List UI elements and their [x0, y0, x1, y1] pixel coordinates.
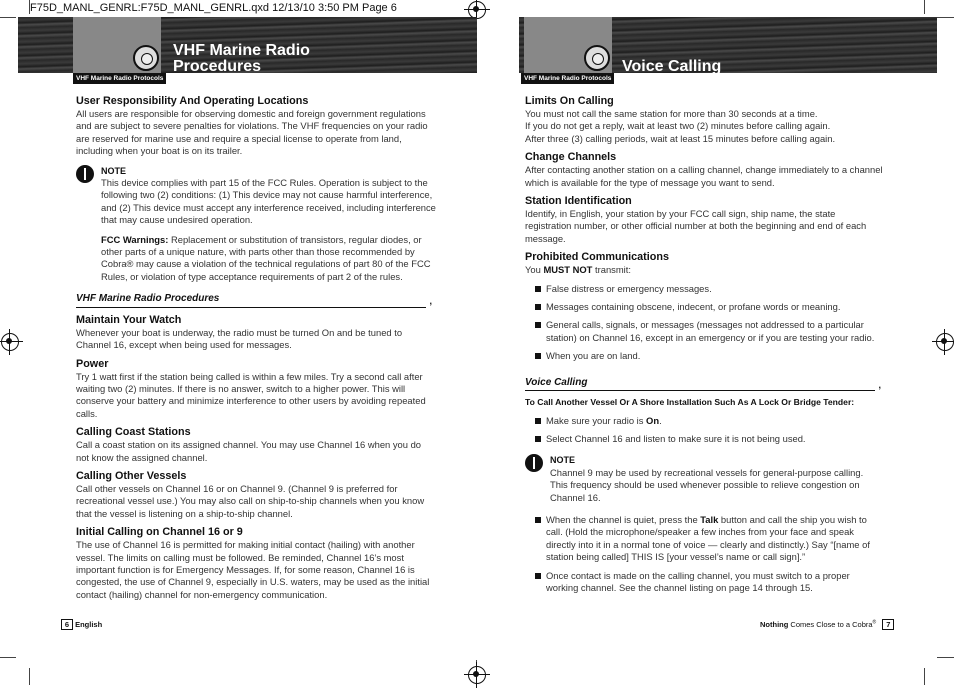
step1-post: .	[659, 414, 662, 426]
station-id-text: Identify, in English, your station by your FCC call sign, ship name, the state registration number, or other official number at both the beginning and end of each message.	[525, 208, 867, 244]
note-icon	[525, 454, 543, 472]
crop-mark	[29, 0, 30, 14]
right-protocols-label: VHF Marine Radio Protocols	[521, 73, 614, 84]
footer-tagline: Comes Close to a Cobra	[788, 620, 873, 629]
section-title: Voice Calling	[525, 376, 588, 388]
left-banner-title-line1: VHF Marine Radio	[173, 42, 310, 59]
prohibited-item: False distress or emergency messages.	[525, 283, 883, 295]
maintain-heading: Maintain Your Watch	[76, 313, 182, 326]
step1-bold: On	[646, 414, 660, 426]
fcc-warning-text: Replacement or substitution of transistors, regular diodes, or other parts of a unique nature, with parts other than those recommended by Cobra® may cause a violation of the technical regulations of part 80 of the FCC Rules, or violation of type acceptance requirements of part 2 of the rules.	[101, 233, 431, 282]
fcc-note	[76, 165, 436, 284]
prohibited-intro-pre: You	[525, 264, 544, 276]
crop-mark	[924, 0, 925, 14]
crop-mark	[0, 657, 16, 658]
right-page-banner	[519, 17, 937, 73]
change-heading: Change Channels	[525, 151, 617, 164]
vessels-text: Call other vessels on Channel 16 or on Channel 9. (Channel 9 is preferred for recreational vessel use.) You may also call on ship-to-ship channels when you know that the vessel is listening on a ship-to-ship channel.	[76, 482, 425, 519]
note-label: NOTE	[101, 165, 127, 176]
file-slug: F75D_MANL_GENRL:F75D_MANL_GENRL.qxd 12/13/10 3:50 PM Page 6	[30, 2, 397, 14]
left-protocols-label: VHF Marine Radio Protocols	[73, 73, 166, 84]
crop-mark	[0, 17, 16, 18]
coast-heading: Calling Coast Stations	[76, 426, 191, 439]
limits-line: You must not call the same station for more than 30 seconds at a time.	[525, 108, 818, 119]
right-banner-title: Voice Calling	[622, 58, 722, 73]
initial-text: The use of Channel 16 is permitted for making initial contact (hailing) with another vessel. The limits on calling must be followed. Be reminded, Channel 16’s most important function is for Emergency Messages. If, for some reason, Channel 16 is congested, the use of Channel 9, especially in U.S. waters, may be used as the initial contact (hailing) channel for non-emergency communication.	[76, 539, 430, 600]
step-item: Select Channel 16 and listen to make sure it is not being used.	[525, 433, 883, 445]
prohibited-heading: Prohibited Communications	[525, 251, 669, 264]
limits-line: If you do not get a reply, wait at least two (2) minutes before calling again.	[525, 120, 831, 132]
registration-mark-right	[936, 333, 954, 351]
note-text: This device complies with part 15 of the FCC Rules. Operation is subject to the following two (2) conditions: (1) This device may not cause harmful interference, and (2) This device must accept any interference received, including interference that may cause undesired operation.	[101, 177, 436, 226]
power-heading: Power	[76, 357, 109, 370]
left-banner-title-line2: Procedures	[173, 58, 262, 73]
user-resp-heading: User Responsibility And Operating Locations	[76, 95, 309, 107]
left-banner-title	[173, 43, 310, 73]
prohibited-intro-bold: MUST NOT	[543, 264, 593, 276]
prohibited-intro-post: transmit:	[592, 264, 631, 276]
right-banner-tab	[524, 17, 612, 73]
power-text: Try 1 watt first if the station being called is within a few miles. Try a second call after waiting two (2) minutes. If there is no answer, switch to a higher power. This will conserve your battery and minimize interference to other users by avoiding repeated calls.	[76, 370, 426, 419]
change-text: After contacting another station on a calling channel, change immediately to a channel which is available for the type of message you want to send.	[525, 164, 883, 188]
crop-mark	[937, 657, 954, 658]
right-footer	[760, 619, 894, 630]
prohibited-item: Messages containing obscene, indecent, or profane words or meaning.	[525, 301, 883, 313]
step-item	[525, 514, 883, 564]
note-icon	[76, 165, 94, 183]
limits-heading: Limits On Calling	[525, 95, 614, 107]
footer-language: English	[75, 620, 103, 629]
fcc-warning-label: FCC Warnings:	[101, 233, 169, 245]
page-number: 6	[61, 619, 73, 630]
channel9-note	[525, 454, 883, 504]
prohibited-intro	[525, 264, 883, 276]
registration-mark-left	[1, 333, 19, 351]
note-text: Channel 9 may be used by recreational vessels for general-purpose calling. This frequency should be used whenever possible to relieve congestion on Channel 16.	[550, 466, 864, 503]
crop-mark	[937, 17, 954, 18]
step3-pre: When the channel is quiet, press the	[546, 513, 701, 525]
section-header	[525, 376, 881, 391]
coast-text: Call a coast station on its assigned channel. You may use Channel 16 when you do not know the assigned channel.	[76, 439, 422, 463]
left-banner-tab	[73, 17, 161, 73]
step3-post: button and call the ship you wish to call. (Hold the microphone/speaker a few inches from your face and speak directly into it in a normal tone of voice — clearly and distinctly.) Say “[name of station being called] THIS IS [your vessel’s name or call sign].”	[546, 513, 870, 563]
section-title: VHF Marine Radio Procedures	[76, 293, 220, 305]
crop-mark	[924, 668, 925, 685]
step-item: Once contact is made on the calling channel, you must switch to a proper working channel. See the channel listing on page 14 through 15.	[525, 570, 883, 595]
fcc-warning	[101, 234, 436, 284]
left-page-content	[76, 94, 436, 601]
page-number: 7	[882, 619, 894, 630]
note-label: NOTE	[550, 455, 576, 466]
call-heading: To Call Another Vessel Or A Shore Installation Such As A Lock Or Bridge Tender:	[525, 397, 855, 408]
section-bullet: ,	[878, 379, 881, 390]
step3-bold: Talk	[700, 513, 719, 525]
prohibited-item: General calls, signals, or messages (messages not addressed to a particular station) on Channel 16, except in an emergency or if you are testing your radio.	[525, 319, 883, 344]
maintain-text: Whenever your boat is underway, the radio must be turned On and be tuned to Channel 16, except when being used for messages.	[76, 326, 403, 351]
left-page-banner	[18, 17, 477, 73]
step-item	[525, 415, 883, 427]
registration-mark-bottom	[468, 666, 486, 684]
footer-tagline-bold: Nothing	[760, 620, 789, 629]
step1-pre: Make sure your radio is	[546, 414, 647, 426]
prohibited-item: When you are on land.	[525, 350, 883, 362]
initial-heading: Initial Calling on Channel 16 or 9	[76, 526, 243, 539]
left-footer	[61, 619, 102, 630]
crop-mark	[29, 668, 30, 685]
right-page-content	[525, 94, 883, 594]
footer-registered: ®	[872, 619, 877, 626]
vessels-heading: Calling Other Vessels	[76, 469, 187, 482]
station-id-heading: Station Identification	[525, 195, 632, 208]
cd-icon	[133, 45, 159, 71]
limits-line: After three (3) calling periods, wait at least 15 minutes before calling again.	[525, 132, 836, 144]
section-bullet: ,	[429, 296, 432, 307]
section-header	[76, 293, 432, 307]
cd-icon	[584, 45, 610, 71]
user-resp-text: All users are responsible for observing domestic and foreign government regulations and are subject to severe penalties for violations. The VHF frequencies on your radio are reserved for marine use and require a special license to operate from land, including when your boat is on its trailer.	[76, 108, 428, 157]
